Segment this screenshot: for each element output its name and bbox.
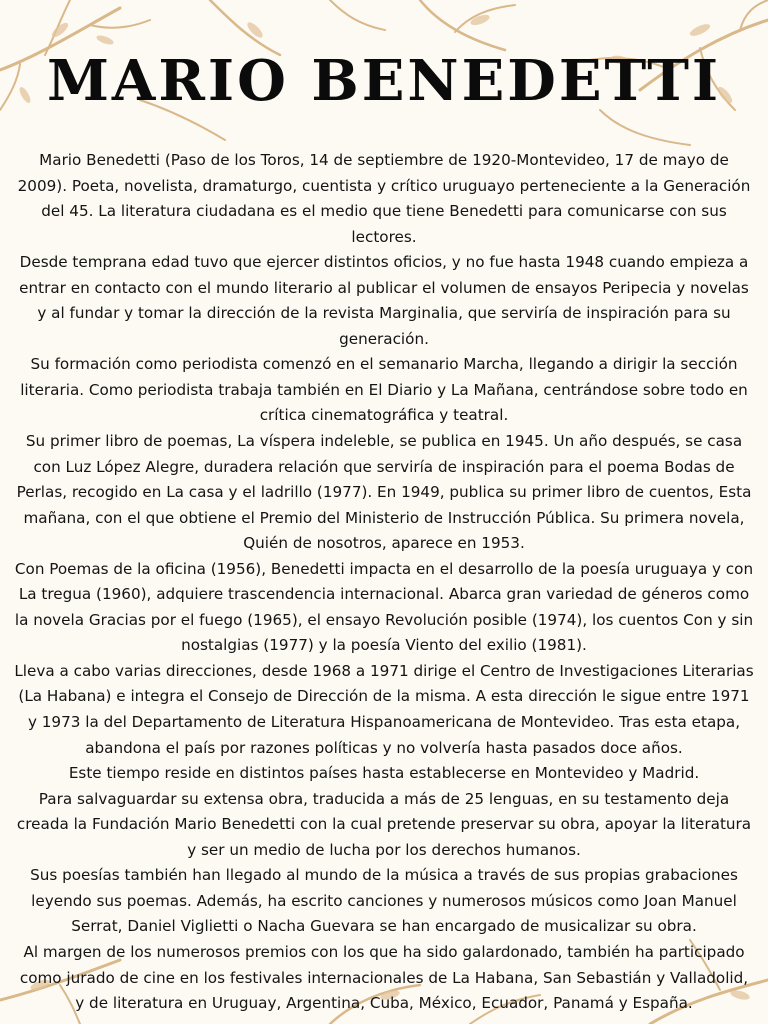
paragraph: Desde temprana edad tuvo que ejercer distintos oficios, y no fue hasta 1948 cuando empieza a entrar en contacto con el mundo literario al publicar el volumen de ensayos Peripecia y novelas y al fundar y tomar la dirección de la revista Marginalia, que serviría de inspiración para su generación. [19, 253, 749, 348]
paragraph: Mario Benedetti (Paso de los Toros, 14 de septiembre de 1920-Montevideo, 17 de mayo de 2009). Poeta, novelista, dramaturgo, cuentista y crítico uruguayo perteneciente a la Generación del 45. La literatura ciudadana es el medio que tiene Benedetti para comunicarse con sus lectores. [17, 151, 751, 246]
biography-text [14, 148, 754, 1017]
paragraph: Para salvaguardar su extensa obra, traducida a más de 25 lenguas, en su testamento deja creada la Fundación Mario Benedetti con la cual pretende preservar su obra, apoyar la literatura y ser un medio de lucha por los derechos humanos. [16, 789, 752, 859]
paragraph: Su formación como periodista comenzó en el semanario Marcha, llegando a dirigir la sección literaria. Como periodista trabaja también en El Diario y La Mañana, centrándose sobre todo en crítica cinematográfica y teatral. [20, 355, 748, 425]
paragraph: Al margen de los numerosos premios con los que ha sido galardonado, también ha participado como jurado de cine en los festivales internacionales de La Habana, San Sebastián y Valladolid, y de literatura en Uruguay, Argentina, Cuba, México, Ecuador, Panamá y España. [19, 942, 749, 1013]
paragraph: Con Poemas de la oficina (1956), Benedetti impacta en el desarrollo de la poesía uruguaya y con La tregua (1960), adquiere trascendencia internacional. Abarca gran variedad de géneros como la novela Gracias por el fuego (1965), el ensayo Revolución posible (1974), los cuentos Con y sin nostalgias (1977) y la poesía Viento del exilio (1981). [14, 559, 754, 655]
paragraph: Su primer libro de poemas, La víspera indeleble, se publica en 1945. Un año después, se casa con Luz López Alegre, duradera relación que serviría de inspiración para el poema Bodas de Perlas, recogido en La casa y el ladrillo (1977). En 1949, publica su primer libro de cuentos, Esta mañana, con el que obtiene el Premio del Ministerio de Instrucción Pública. Su primera novela, Quién de nosotros, aparece en 1953. [16, 432, 752, 553]
page-title: MARIO BENEDETTI [46, 48, 722, 114]
paragraph: Este tiempo reside en distintos países hasta establecerse en Montevideo y Madrid. [68, 764, 700, 783]
paragraph: Sus poesías también han llegado al mundo de la música a través de sus propias grabaciones leyendo sus poemas. Además, ha escrito canciones y numerosos músicos como Joan Manuel Serrat, Daniel Viglietti o Nacha Guevara se han encargado de musicalizar su obra. [30, 866, 738, 936]
paragraph: Lleva a cabo varias direcciones, desde 1968 a 1971 dirige el Centro de Investigaciones Literarias (La Habana) e integra el Consejo de Dirección de la misma. A esta dirección le sigue entre 1971 y 1973 la del Departamento de Literatura Hispanoamericana de Montevideo. Tras esta etapa, abandona el país por razones políticas y no volvería hasta pasados doce años. [14, 661, 754, 757]
